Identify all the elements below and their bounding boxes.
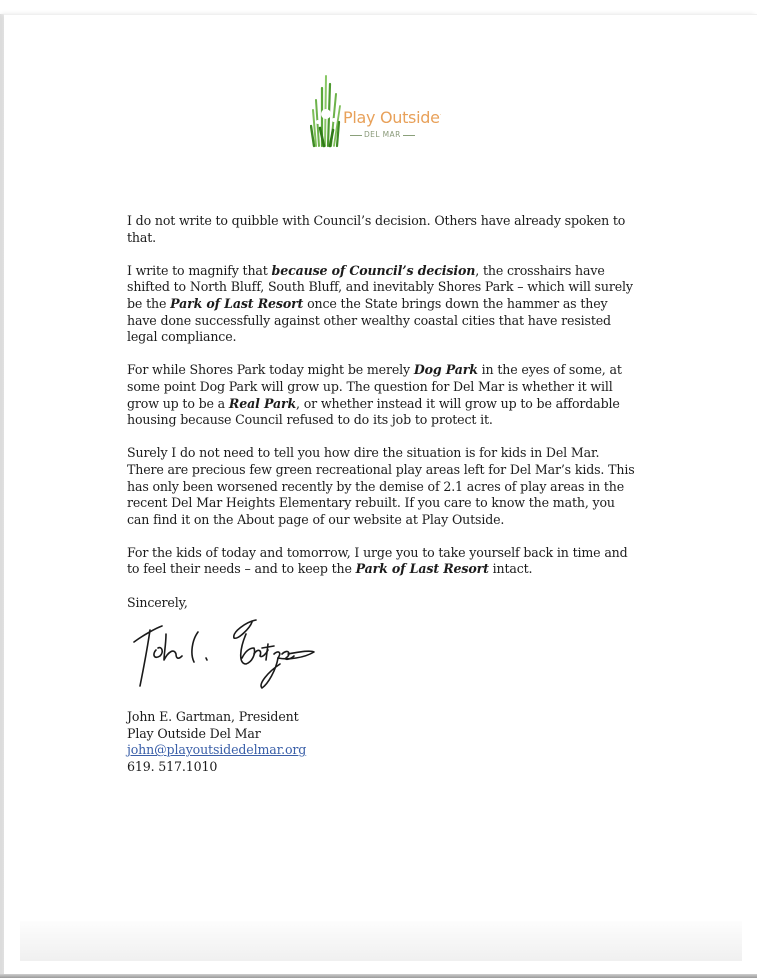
logo-subtitle-text: DEL MAR bbox=[364, 130, 401, 139]
handwritten-signature bbox=[128, 614, 318, 694]
play-outside-logo bbox=[310, 70, 460, 150]
text-run: Sincerely, bbox=[127, 594, 188, 610]
signer-name-title: John E. Gartman, President bbox=[127, 709, 299, 724]
page-footer-band bbox=[20, 921, 742, 961]
signature-block bbox=[127, 709, 306, 775]
letter-body bbox=[127, 213, 639, 628]
text-run: Surely I do not need to tell you how dire the situation is for kids in Del Mar. There are precious few green recreational play areas left for Del Mar’s kids. This has only been worsened recently by the demise of 2.1 acres of play areas in the recent Del Mar Heights Elementary rebuilt. If you care to know the math, you can find it on the About page of our website at Play Outside. bbox=[127, 445, 635, 527]
logo-wordmark-text: Play Outside bbox=[343, 108, 440, 127]
text-run: , the crosshairs have shifted to North Bluff, South Bluff, and inevitably Shores Park – which will surely be the bbox=[127, 262, 633, 311]
emphasized-phrase: Real Park bbox=[228, 395, 297, 411]
emphasized-phrase: Park of Last Resort bbox=[355, 561, 489, 577]
text-run: once the State brings down the hammer as they have done successfully against other wealthy coastal cities that have resisted legal compliance. bbox=[127, 295, 611, 345]
logo-wordmark bbox=[343, 108, 441, 127]
signature-icon bbox=[128, 614, 318, 694]
letter-paragraph bbox=[127, 213, 639, 246]
signer-email-link[interactable]: john@playoutsidedelmar.org bbox=[127, 742, 307, 758]
signer-organization: Play Outside Del Mar bbox=[127, 725, 261, 741]
logo-rule-right bbox=[403, 135, 415, 136]
logo-subtitle bbox=[348, 130, 417, 139]
emphasized-phrase: because of Council’s decision bbox=[271, 262, 476, 278]
text-run: I do not write to quibble with Council’s decision. Others have already spoken to that. bbox=[127, 213, 626, 245]
signer-phone: 619. 517.1010 bbox=[127, 758, 218, 774]
letter-paragraph bbox=[127, 445, 639, 528]
text-run: in the eyes of some, at some point Dog Park will grow up. The question for Del Mar is whether it will grow up to be a bbox=[127, 362, 622, 411]
letter-paragraph bbox=[127, 263, 639, 346]
letter-paragraph bbox=[127, 362, 639, 428]
emphasized-phrase: Park of Last Resort bbox=[170, 295, 304, 311]
closing-salutation bbox=[127, 595, 639, 612]
grass-icon bbox=[310, 70, 344, 148]
logo-trademark: · bbox=[439, 112, 441, 118]
text-run: For the kids of today and tomorrow, I urge you to take yourself back in time and to feel their needs – and to keep the bbox=[127, 544, 628, 577]
text-run: I write to magnify that bbox=[127, 262, 272, 278]
text-run: intact. bbox=[488, 561, 533, 577]
logo-rule-left bbox=[350, 135, 362, 136]
page-bottom-edge bbox=[0, 974, 757, 978]
text-run: , or whether instead it will grow up to be affordable housing because Council refused to do its job to protect it. bbox=[127, 395, 620, 428]
letter-paragraph bbox=[127, 545, 639, 578]
emphasized-phrase: Dog Park bbox=[413, 362, 478, 378]
text-run: For while Shores Park today might be merely bbox=[127, 362, 414, 378]
